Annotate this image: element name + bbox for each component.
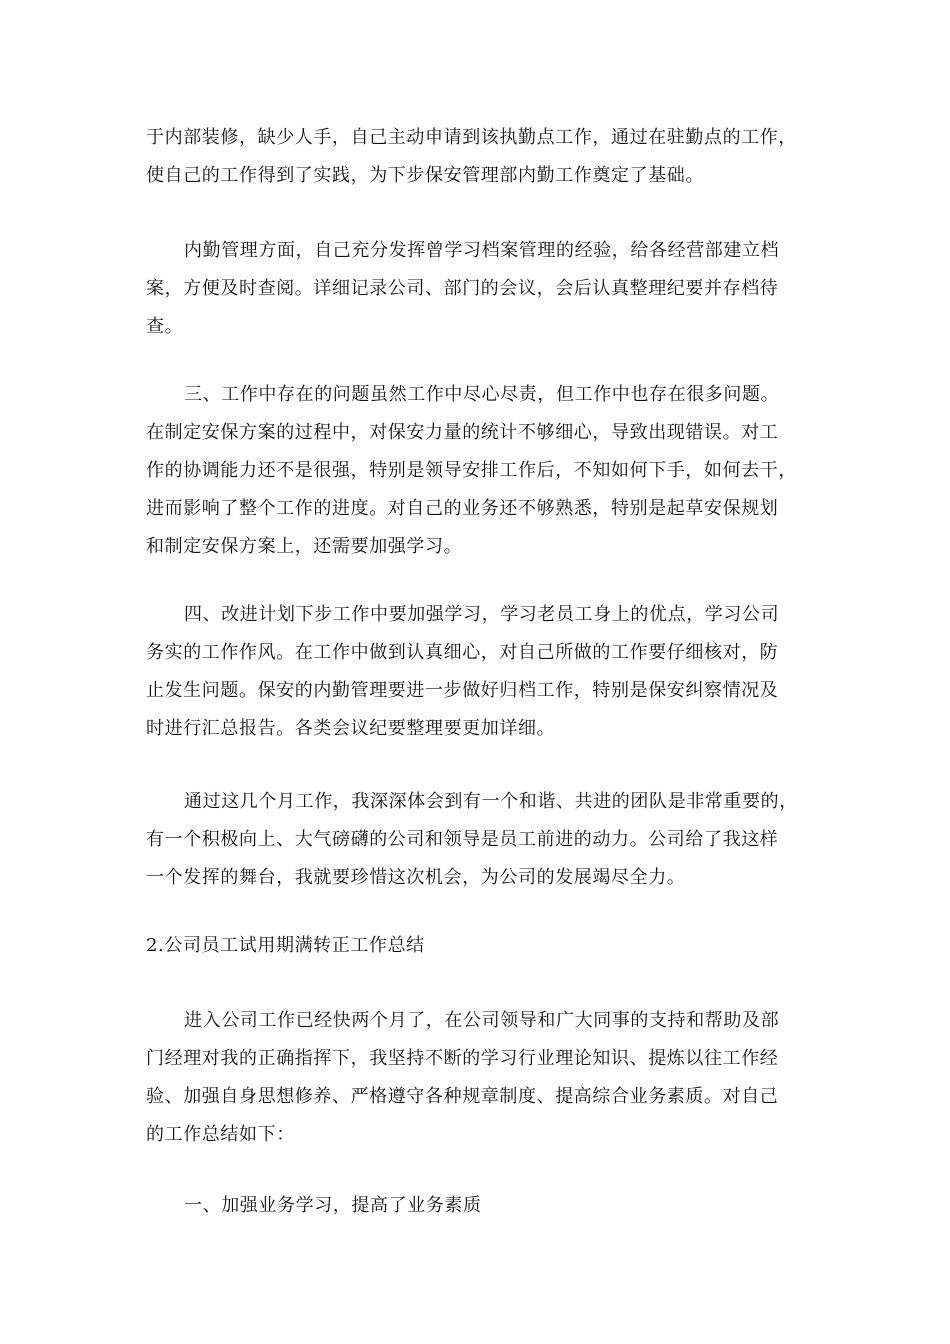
- text-line: 于内部装修，缺少人手，自己主动申请到该执勤点工作，通过在驻勤点的工作，: [146, 127, 797, 148]
- text-line: 在制定安保方案的过程中，对保安力量的统计不够细心，导致出现错误。对工: [146, 422, 779, 443]
- text-line: 一、加强业务学习，提高了业务素质: [184, 1195, 482, 1216]
- text-line: 务实的工作作风。在工作中做到认真细心，对自己所做的工作要仔细核对，防: [146, 642, 779, 663]
- text-line: 内勤管理方面，自己充分发挥曾学习档案管理的经验，给各经营部建立档: [184, 240, 780, 261]
- text-line: 案，方便及时查阅。详细记录公司、部门的会议，会后认真整理纪要并存档待: [146, 278, 779, 299]
- paragraph-duty-point: [146, 119, 812, 195]
- paragraph-improvement-plan: [146, 596, 812, 748]
- section-heading: 2.公司员工试用期满转正工作总结: [146, 935, 425, 956]
- text-line: 门经理对我的正确指挥下，我坚持不断的学习行业理论知识、提炼以往工作经: [146, 1048, 779, 1069]
- text-line: 一个发挥的舞台，我就要珍惜这次机会，为公司的发展竭尽全力。: [146, 867, 686, 888]
- paragraph-internal-management: [146, 232, 812, 346]
- text-line: 使自己的工作得到了实践，为下步保安管理部内勤工作奠定了基础。: [146, 165, 704, 186]
- text-line: 和制定安保方案上，还需要加强学习。: [146, 536, 463, 557]
- text-line: 进而影响了整个工作的进度。对自己的业务还不够熟悉，特别是起草安保规划: [146, 498, 779, 519]
- paragraph-probation-intro: [146, 1002, 812, 1154]
- text-line: 通过这几个月工作，我深深体会到有一个和谐、共进的团队是非常重要的，: [184, 791, 798, 812]
- text-line: 查。: [146, 316, 184, 337]
- text-line: 时进行汇总报告。各类会议纪要整理要更加详细。: [146, 718, 556, 739]
- text-line: 止发生问题。保安的内勤管理要进一步做好归档工作，特别是保安纠察情况及: [146, 680, 779, 701]
- text-line: 三、工作中存在的问题虽然工作中尽心尽责，但工作中也存在很多问题。: [184, 384, 780, 405]
- text-line: 有一个积极向上、大气磅礴的公司和领导是员工前进的动力。公司给了我这样: [146, 829, 779, 850]
- paragraph-subheading-study: [146, 1187, 812, 1225]
- text-line: 作的协调能力还不是很强，特别是领导安排工作后，不知如何下手，如何去干，: [146, 460, 797, 481]
- paragraph-reflection: [146, 783, 812, 897]
- paragraph-problems: [146, 376, 812, 566]
- text-line: 四、改进计划下步工作中要加强学习，学习老员工身上的优点，学习公司: [184, 604, 780, 625]
- text-line: 验、加强自身思想修养、严格遵守各种规章制度、提高综合业务素质。对自己: [146, 1086, 779, 1107]
- text-line: 的工作总结如下：: [146, 1124, 295, 1145]
- text-line: 进入公司工作已经快两个月了，在公司领导和广大同事的支持和帮助及部: [184, 1010, 780, 1031]
